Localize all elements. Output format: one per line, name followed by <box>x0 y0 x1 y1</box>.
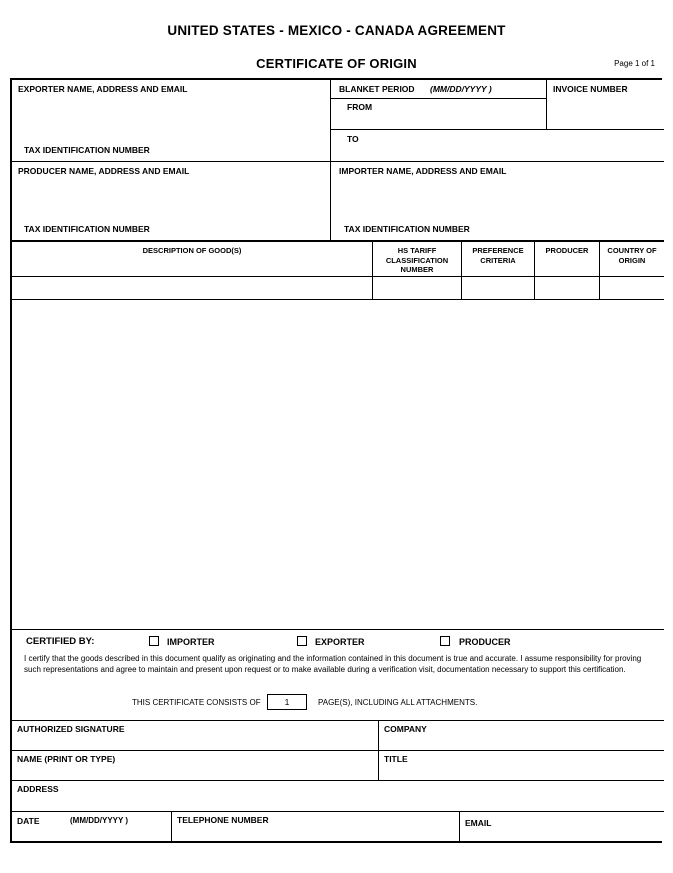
importer-field[interactable] <box>331 162 664 240</box>
title-label: TITLE <box>384 754 408 764</box>
importer-option-label: IMPORTER <box>167 637 215 647</box>
exporter-field[interactable] <box>12 80 331 161</box>
col-header-preference-criteria: PREFERENCE CRITERIA <box>462 242 535 276</box>
blanket-period-label: BLANKET PERIOD <box>339 84 415 94</box>
col-header-description: DESCRIPTION OF GOOD(S) <box>12 242 373 276</box>
certified-by-label: CERTIFIED BY: <box>26 636 95 647</box>
telephone-label: TELEPHONE NUMBER <box>177 815 269 825</box>
from-label: FROM <box>347 102 373 112</box>
signature-company-row <box>12 720 664 750</box>
name-title-row <box>12 750 664 780</box>
certificate-form <box>10 78 662 843</box>
producer-tax-label: TAX IDENTIFICATION NUMBER <box>24 224 150 234</box>
blanket-from-field[interactable] <box>331 99 546 129</box>
certification-section <box>12 629 664 720</box>
producer-field[interactable] <box>12 162 331 240</box>
producer-checkbox[interactable] <box>440 636 450 646</box>
exporter-label: EXPORTER NAME, ADDRESS AND EMAIL <box>18 84 188 94</box>
col-header-producer: PRODUCER <box>535 242 600 276</box>
importer-checkbox[interactable] <box>149 636 159 646</box>
goods-producer-cell[interactable] <box>535 277 600 300</box>
document-subtitle: CERTIFICATE OF ORIGIN <box>256 56 417 71</box>
company-field[interactable] <box>379 721 664 750</box>
consists-prefix: THIS CERTIFICATE CONSISTS OF <box>132 698 261 707</box>
exporter-checkbox[interactable] <box>297 636 307 646</box>
page-count-field[interactable]: 1 <box>267 694 307 710</box>
importer-tax-label: TAX IDENTIFICATION NUMBER <box>344 224 470 234</box>
to-label: TO <box>347 134 359 144</box>
exporter-option-label: EXPORTER <box>315 637 365 647</box>
page-indicator: Page 1 of 1 <box>614 59 655 68</box>
blanket-period-header <box>331 80 546 99</box>
exporter-tax-label: TAX IDENTIFICATION NUMBER <box>24 145 150 155</box>
consists-suffix: PAGE(S), INCLUDING ALL ATTACHMENTS. <box>318 698 478 707</box>
goods-country-cell[interactable] <box>600 277 664 300</box>
date-label: DATE <box>17 816 40 826</box>
name-label: NAME (PRINT OR TYPE) <box>17 754 116 764</box>
date-format-hint: (MM/DD/YYYY ) <box>70 816 129 825</box>
producer-importer-section <box>12 161 664 240</box>
document-title: UNITED STATES - MEXICO - CANADA AGREEMENT <box>167 23 506 38</box>
authorized-signature-field[interactable] <box>12 721 379 750</box>
company-label: COMPANY <box>384 724 427 734</box>
goods-details-area[interactable] <box>12 299 664 629</box>
goods-preference-cell[interactable] <box>462 277 535 300</box>
email-label: EMAIL <box>465 818 492 828</box>
address-label: ADDRESS <box>17 784 59 794</box>
col-header-country-of-origin: COUNTRY OF ORIGIN <box>607 246 657 265</box>
date-field[interactable] <box>12 812 172 841</box>
producer-option-label: PRODUCER <box>459 637 511 647</box>
telephone-field[interactable] <box>172 812 460 841</box>
invoice-number-field[interactable] <box>546 80 664 129</box>
blanket-to-field[interactable] <box>331 129 664 161</box>
goods-table-empty-row <box>12 277 664 300</box>
authorized-signature-label: AUTHORIZED SIGNATURE <box>17 724 125 734</box>
name-field[interactable] <box>12 751 379 780</box>
date-phone-email-row <box>12 811 664 841</box>
title-field[interactable] <box>379 751 664 780</box>
goods-hs-tariff-cell[interactable] <box>373 277 462 300</box>
address-field[interactable] <box>12 780 664 811</box>
goods-table <box>12 240 664 299</box>
goods-table-header-row <box>12 242 664 277</box>
goods-description-cell[interactable] <box>12 277 373 300</box>
email-field[interactable] <box>460 812 664 841</box>
producer-label: PRODUCER NAME, ADDRESS AND EMAIL <box>18 166 190 176</box>
certification-statement: I certify that the goods described in this document qualify as originating and the information contained in this document is true and accurate. I assume responsibility for proving such representations and agree to maintain and present upon request or to make available during a verification visit, documentation necessary to support this certification. <box>24 654 642 674</box>
invoice-number-label: INVOICE NUMBER <box>553 84 628 94</box>
col-header-hs-tariff: HS TARIFF CLASSIFICATION NUMBER <box>373 242 462 276</box>
importer-label: IMPORTER NAME, ADDRESS AND EMAIL <box>339 166 507 176</box>
blanket-period-format-hint: (MM/DD/YYYY ) <box>430 84 492 94</box>
